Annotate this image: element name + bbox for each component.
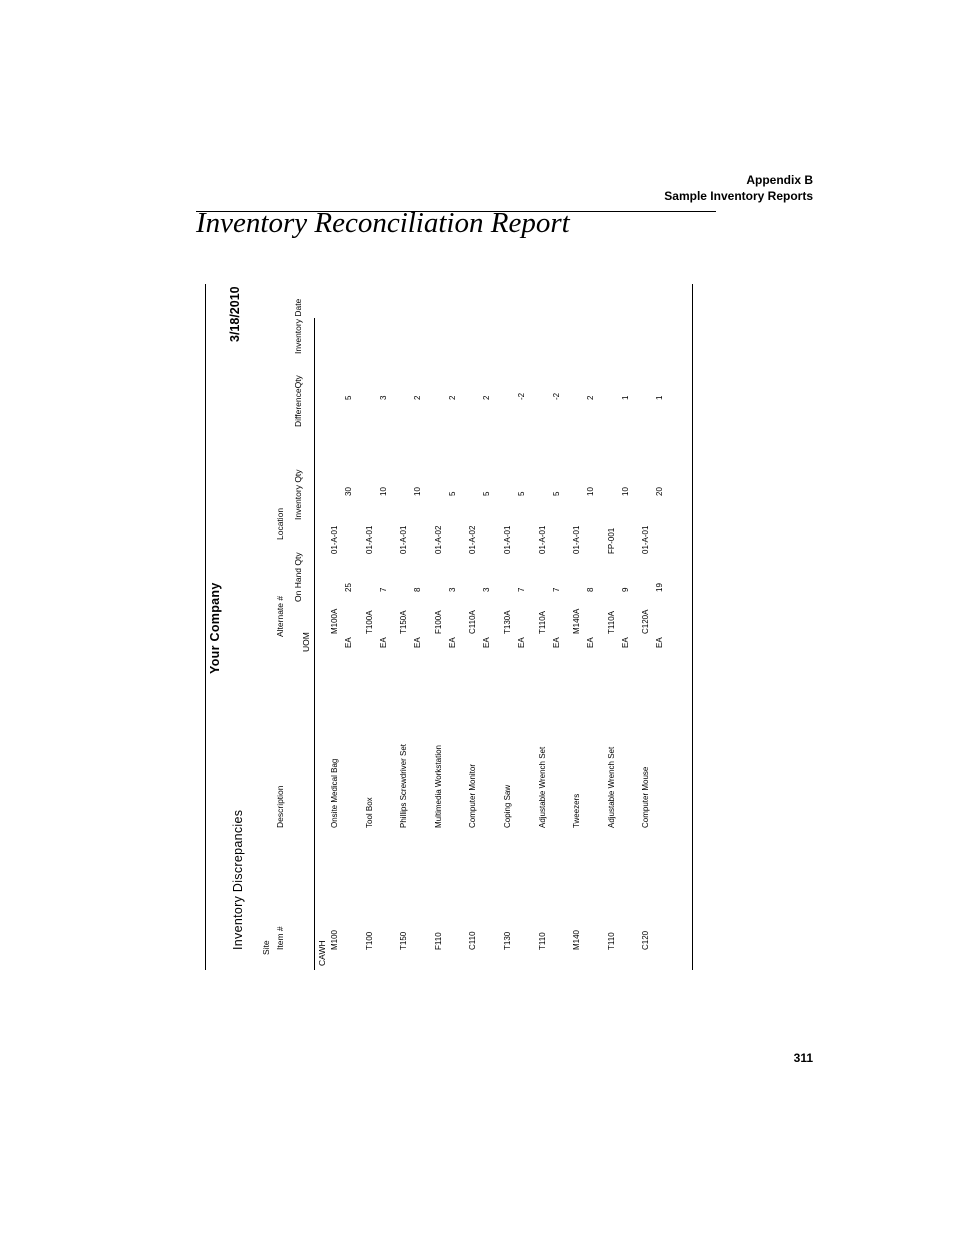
header-location: Location bbox=[275, 507, 285, 540]
row-on-hand-qty: 8 bbox=[586, 587, 596, 592]
report-bottom-rule bbox=[692, 284, 693, 970]
row-difference-qty: -2 bbox=[551, 392, 561, 400]
header-alternate: Alternate # bbox=[275, 595, 285, 637]
row-uom: EA bbox=[551, 637, 561, 648]
row-difference-qty: 2 bbox=[586, 395, 596, 400]
row-alternate: T100A bbox=[364, 610, 374, 634]
header-on-hand-qty: On Hand Qty bbox=[293, 552, 303, 602]
row-inventory-qty: 5 bbox=[447, 491, 457, 496]
row-difference-qty: 2 bbox=[482, 395, 492, 400]
row-uom: EA bbox=[620, 637, 630, 648]
row-item: T100 bbox=[364, 931, 374, 950]
row-location: 01-A-02 bbox=[468, 525, 478, 554]
header-inventory-date: Inventory Date bbox=[293, 298, 303, 354]
row-alternate: T110A bbox=[537, 611, 547, 634]
header-difference-qty: DifferenceQty bbox=[293, 375, 303, 427]
header-description: Description bbox=[275, 785, 285, 828]
row-item: T110 bbox=[606, 932, 616, 950]
row-on-hand-qty: 7 bbox=[378, 587, 388, 592]
row-description: Phillips Screwdriver Set bbox=[399, 743, 409, 828]
row-on-hand-qty: 3 bbox=[482, 587, 492, 592]
row-description: Adjustable Wrench Set bbox=[606, 746, 616, 828]
header-inventory-qty: Inventory Qty bbox=[293, 469, 303, 520]
page-title: Inventory Reconciliation Report bbox=[196, 207, 570, 239]
report-image bbox=[205, 284, 693, 970]
row-uom: EA bbox=[413, 637, 423, 648]
row-difference-qty: 1 bbox=[655, 395, 665, 400]
row-inventory-qty: 5 bbox=[517, 491, 526, 496]
row-difference-qty: 2 bbox=[447, 395, 457, 400]
row-uom: EA bbox=[378, 637, 388, 648]
row-description: Adjustable Wrench Set bbox=[537, 746, 547, 828]
row-alternate: M100A bbox=[330, 608, 339, 634]
row-description: Multimedia Workstation bbox=[433, 745, 443, 828]
row-uom: EA bbox=[517, 637, 526, 648]
row-on-hand-qty: 7 bbox=[551, 587, 561, 592]
row-uom: EA bbox=[344, 637, 353, 648]
row-alternate: F100A bbox=[433, 610, 443, 634]
row-alternate: T110A bbox=[606, 611, 616, 634]
row-description: Coping Saw bbox=[503, 784, 512, 828]
row-alternate: C110A bbox=[468, 610, 478, 634]
row-alternate: T150A bbox=[399, 610, 409, 634]
running-head bbox=[664, 172, 813, 204]
row-uom: EA bbox=[586, 637, 596, 648]
row-location: 01-A-01 bbox=[537, 525, 547, 554]
row-on-hand-qty: 3 bbox=[447, 587, 457, 592]
row-alternate: C120A bbox=[641, 609, 651, 634]
row-item: F110 bbox=[433, 932, 443, 950]
header-item: Item # bbox=[275, 926, 285, 950]
row-alternate: T130A bbox=[503, 610, 512, 634]
row-item: T110 bbox=[537, 932, 547, 950]
rotated-report bbox=[205, 284, 693, 970]
row-description: Onsite Medical Bag bbox=[330, 758, 339, 828]
page-number: 311 bbox=[793, 1051, 813, 1065]
row-location: 01-A-01 bbox=[399, 525, 409, 554]
report-header-rule bbox=[314, 318, 315, 970]
row-location: 01-A-01 bbox=[572, 525, 582, 554]
row-inventory-qty: 20 bbox=[655, 487, 665, 496]
report-title: Inventory Discrepancies bbox=[231, 809, 245, 950]
row-uom: EA bbox=[482, 637, 492, 648]
row-location: FP-001 bbox=[606, 527, 616, 554]
row-inventory-qty: 10 bbox=[586, 487, 596, 496]
row-inventory-qty: 30 bbox=[344, 487, 353, 496]
row-description: Tool Box bbox=[364, 797, 374, 828]
row-item: C120 bbox=[641, 930, 651, 950]
row-inventory-qty: 5 bbox=[482, 491, 492, 496]
row-item: T150 bbox=[399, 931, 409, 950]
row-on-hand-qty: 8 bbox=[413, 587, 423, 592]
site-code: CAWH bbox=[317, 940, 327, 966]
row-alternate: M140A bbox=[572, 608, 582, 634]
row-inventory-qty: 5 bbox=[551, 491, 561, 496]
row-inventory-qty: 10 bbox=[378, 487, 388, 496]
report-date: 3/18/2010 bbox=[228, 286, 242, 342]
row-location: 01-A-01 bbox=[503, 525, 512, 554]
row-location: 01-A-01 bbox=[364, 525, 374, 554]
row-difference-qty: -2 bbox=[517, 392, 526, 400]
row-location: 01-A-01 bbox=[641, 525, 651, 554]
row-on-hand-qty: 25 bbox=[344, 583, 353, 592]
row-on-hand-qty: 19 bbox=[655, 583, 665, 592]
running-head-section: Sample Inventory Reports bbox=[664, 189, 813, 203]
row-difference-qty: 2 bbox=[413, 395, 423, 400]
report-top-rule bbox=[205, 284, 206, 970]
header-site: Site bbox=[261, 940, 271, 955]
running-head-appendix: Appendix B bbox=[746, 173, 813, 187]
row-item: M100 bbox=[330, 929, 339, 950]
row-description: Tweezers bbox=[572, 793, 582, 828]
row-inventory-qty: 10 bbox=[413, 487, 423, 496]
row-location: 01-A-01 bbox=[330, 525, 339, 554]
row-difference-qty: 3 bbox=[378, 395, 388, 400]
row-difference-qty: 5 bbox=[344, 395, 353, 400]
row-item: M140 bbox=[572, 929, 582, 950]
row-difference-qty: 1 bbox=[620, 395, 630, 400]
row-item: T130 bbox=[503, 931, 512, 950]
row-item: C110 bbox=[468, 931, 478, 950]
row-uom: EA bbox=[447, 637, 457, 648]
row-description: Computer Mouse bbox=[641, 766, 651, 828]
row-location: 01-A-02 bbox=[433, 525, 443, 554]
header-uom: UOM bbox=[301, 632, 311, 652]
row-description: Computer Monitor bbox=[468, 763, 478, 828]
row-on-hand-qty: 9 bbox=[620, 587, 630, 592]
row-on-hand-qty: 7 bbox=[517, 587, 526, 592]
row-uom: EA bbox=[655, 637, 665, 648]
row-inventory-qty: 10 bbox=[620, 487, 630, 496]
report-company: Your Company bbox=[208, 582, 222, 674]
